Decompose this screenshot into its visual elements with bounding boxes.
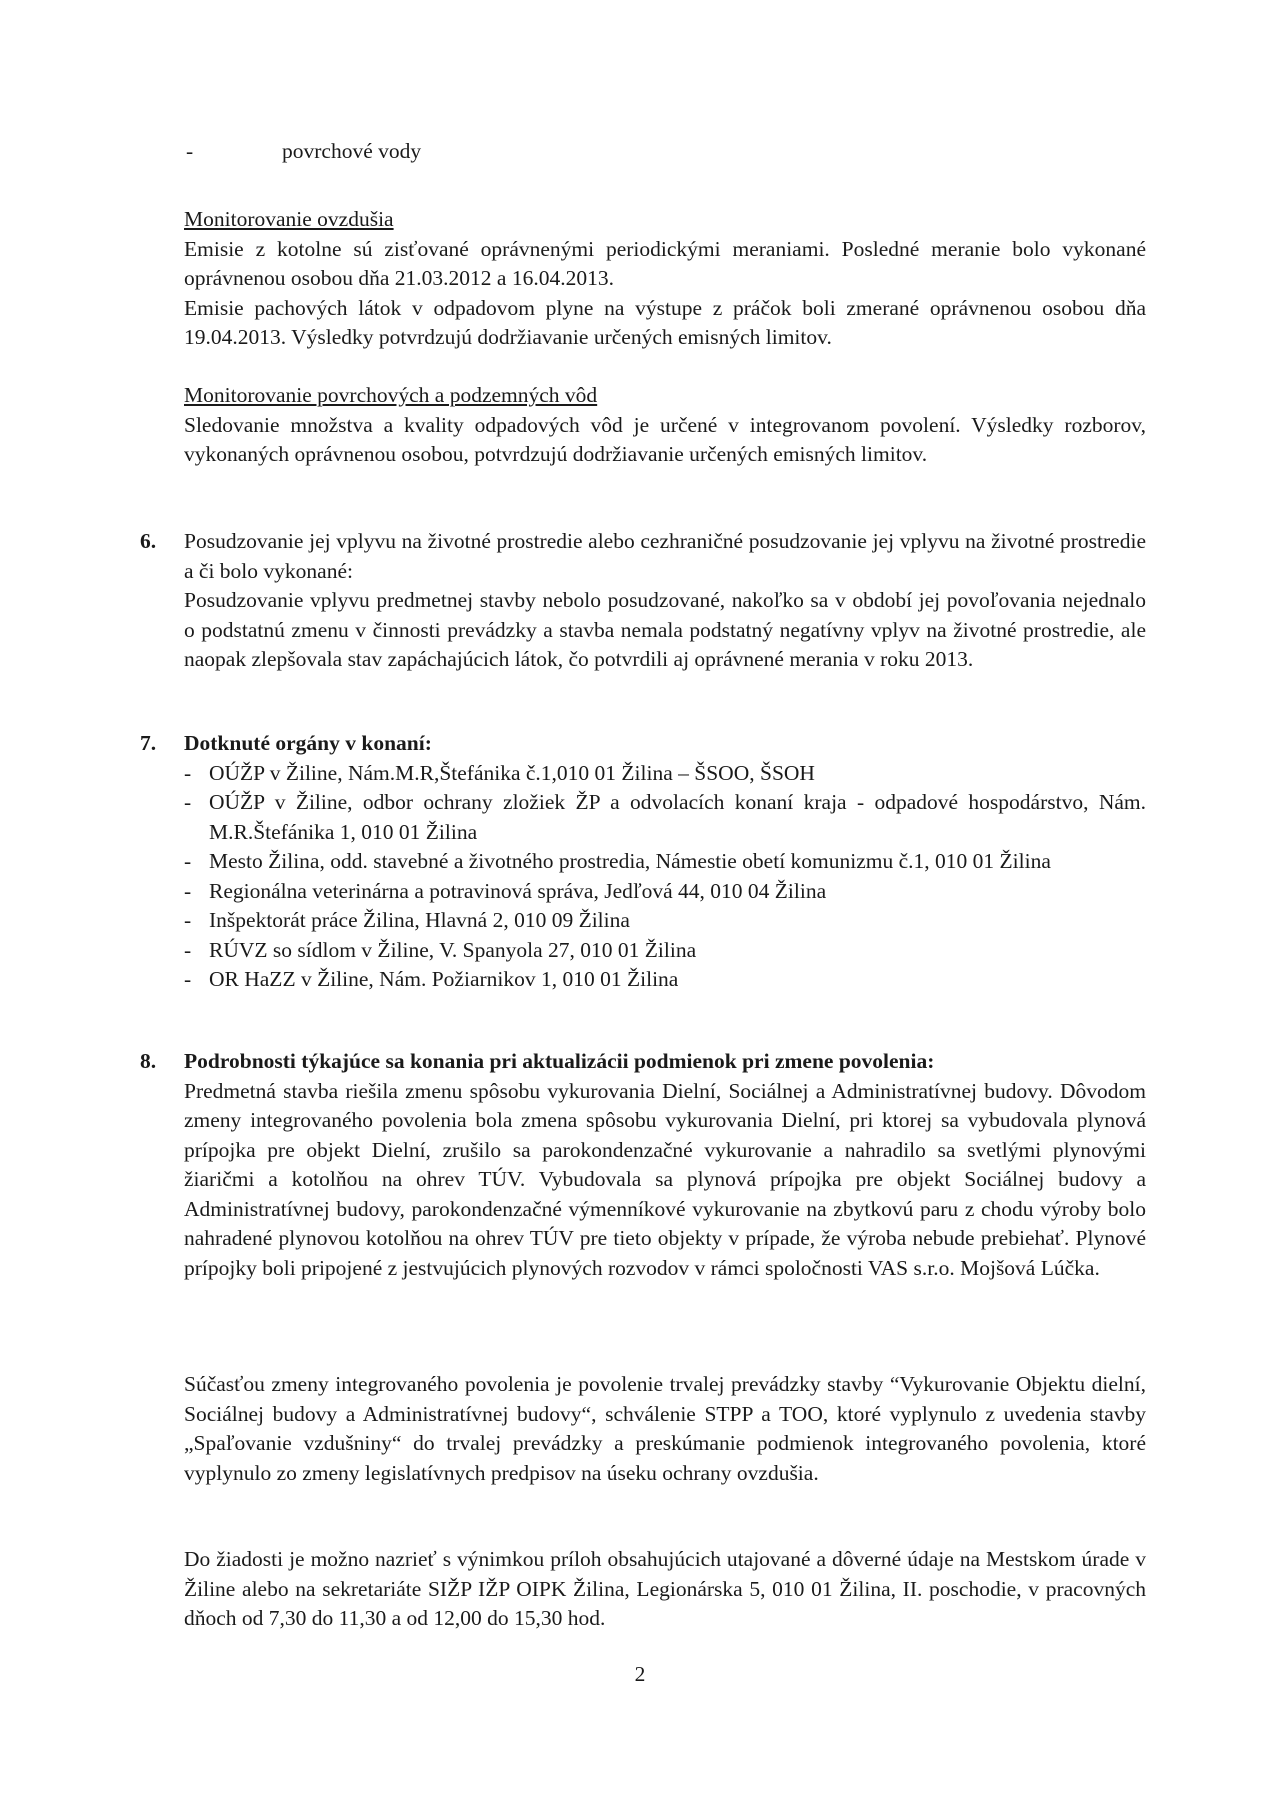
section-7-title: Dotknuté orgány v konaní: bbox=[184, 731, 432, 755]
air-monitoring-section bbox=[184, 205, 1146, 353]
top-list-item bbox=[186, 137, 1086, 167]
authority-item: - OR HaZZ v Žiline, Nám. Požiarnikov 1, 010 01 Žilina bbox=[184, 967, 679, 991]
section-6 bbox=[140, 527, 1146, 675]
section-7-number: 7. bbox=[140, 731, 157, 755]
section-8-title: Podrobnosti týkajúce sa konania pri aktualizácii podmienok pri zmene povolenia: bbox=[184, 1049, 935, 1073]
section-7 bbox=[140, 729, 1146, 995]
page-number: 2 bbox=[634, 1662, 646, 1686]
authority-list bbox=[184, 759, 1146, 995]
section-6-title: Posudzovanie jej vplyvu na životné prostredie alebo cezhraničné posudzovanie jej vplyvu na životné prostredie a či bolo vykonané: bbox=[184, 529, 1146, 583]
section-8-paragraph-2: Súčasťou zmeny integrovaného povolenia je povolenie trvalej prevádzky stavby “Vykurovanie Objektu dielní, Sociálnej budovy a Administratívnej budovy“, schválenie STPP a TOO, ktoré vyplynulo z uvedenia stavby „Spaľovanie vzdušniny“ do trvalej prevádzky a preskúmanie podmienok integrovaného povolenia, ktoré vyplynulo zo zmeny legislatívnych predpisov na úseku ochrany ovzdušia. bbox=[184, 1372, 1146, 1485]
section-6-number: 6. bbox=[140, 529, 157, 553]
section-8 bbox=[140, 1047, 1146, 1283]
authority-item: - Inšpektorát práce Žilina, Hlavná 2, 010 09 Žilina bbox=[184, 908, 630, 932]
list-item-text: povrchové vody bbox=[282, 139, 422, 163]
list-dash: - bbox=[186, 139, 194, 163]
section-8-number: 8. bbox=[140, 1049, 157, 1073]
water-monitoring-paragraph: Sledovanie množstva a kvality odpadových vôd je určené v integrovanom povolení. Výsledky rozborov, vykonaných oprávnenou osobou, potvrdzujú dodržiavanie určených emisných limitov. bbox=[184, 412, 1146, 466]
water-monitoring-heading: Monitorovanie povrchových a podzemných vôd bbox=[184, 383, 598, 407]
authority-item: - OÚŽP v Žiline, odbor ochrany zložiek ŽP a odvolacích konaní kraja - odpadové hospodárstvo, Nám. M.R.Štefánika 1, 010 01 Žilina bbox=[184, 790, 1146, 844]
section-8-paragraph-2-block bbox=[184, 1370, 1146, 1488]
section-6-body: Posudzovanie vplyvu predmetnej stavby nebolo posudzované, nakoľko sa v období jej povoľovania nejednalo o podstatnú zmenu v činnosti prevádzky a stavba nemala podstatný negatívny vplyv na životné prostredie, ale naopak zlepšovala stav zapáchajúcich látok, čo potvrdili aj oprávnené merania v roku 2013. bbox=[184, 588, 1146, 671]
section-8-paragraph-1: Predmetná stavba riešila zmenu spôsobu vykurovania Dielní, Sociálnej a Administratívnej budovy. Dôvodom zmeny integrovaného povolenia bola zmena spôsobu vykurovania Dielní, pri ktorej sa vybudovala plynová prípojka pre objekt Dielní, zrušilo sa parokondenzačné vykurovanie a nahradilo sa svetlými plynovými žiaričmi a kotolňou na ohrev TÚV. Vybudovala sa plynová prípojka pre objekt Sociálnej budovy a Administratívnej budovy, parokondenzačné výmenníkové vykurovanie na zbytkovú paru z chodu výroby bolo nahradené plynovou kotolňou na ohrev TÚV pre tieto objekty v prípade, že výroba nebude prebiehať. Plynové prípojky boli pripojené z jestvujúcich plynových rozvodov v rámci spoločnosti VAS s.r.o. Mojšová Lúčka. bbox=[184, 1078, 1146, 1280]
air-monitoring-heading: Monitorovanie ovzdušia bbox=[184, 207, 394, 231]
authority-item: - Regionálna veterinárna a potravinová správa, Jedľová 44, 010 04 Žilina bbox=[184, 878, 827, 903]
water-monitoring-section bbox=[184, 381, 1146, 470]
air-monitoring-paragraph-2: Emisie pachových látok v odpadovom plyne na výstupe z práčok boli zmerané oprávnenou osobou dňa 19.04.2013. Výsledky potvrdzujú dodržiavanie určených emisných limitov. bbox=[184, 295, 1146, 349]
authority-item: - Mesto Žilina, odd. stavebné a životného prostredia, Námestie obetí komunizmu č.1, 010 01 Žilina bbox=[184, 849, 1051, 873]
authority-item: - RÚVZ so sídlom v Žiline, V. Spanyola 27, 010 01 Žilina bbox=[184, 937, 697, 962]
authority-item: - OÚŽP v Žiline, Nám.M.R,Štefánika č.1,010 01 Žilina – ŠSOO, ŠSOH bbox=[184, 760, 815, 785]
section-8-paragraph-3-block bbox=[184, 1545, 1146, 1634]
air-monitoring-paragraph-1: Emisie z kotolne sú zisťované oprávnenými periodickými meraniami. Posledné meranie bolo vykonané oprávnenou osobou dňa 21.03.2012 a 16.04.2013. bbox=[184, 236, 1146, 290]
section-8-paragraph-3: Do žiadosti je možno nazrieť s výnimkou príloh obsahujúcich utajované a dôverné údaje na Mestskom úrade v Žiline alebo na sekretariáte SIŽP IŽP OIPK Žilina, Legionárska 5, 010 01 Žilina, II. poschodie, v pracovných dňoch od 7,30 do 11,30 a od 12,00 do 15,30 hod. bbox=[184, 1547, 1146, 1630]
